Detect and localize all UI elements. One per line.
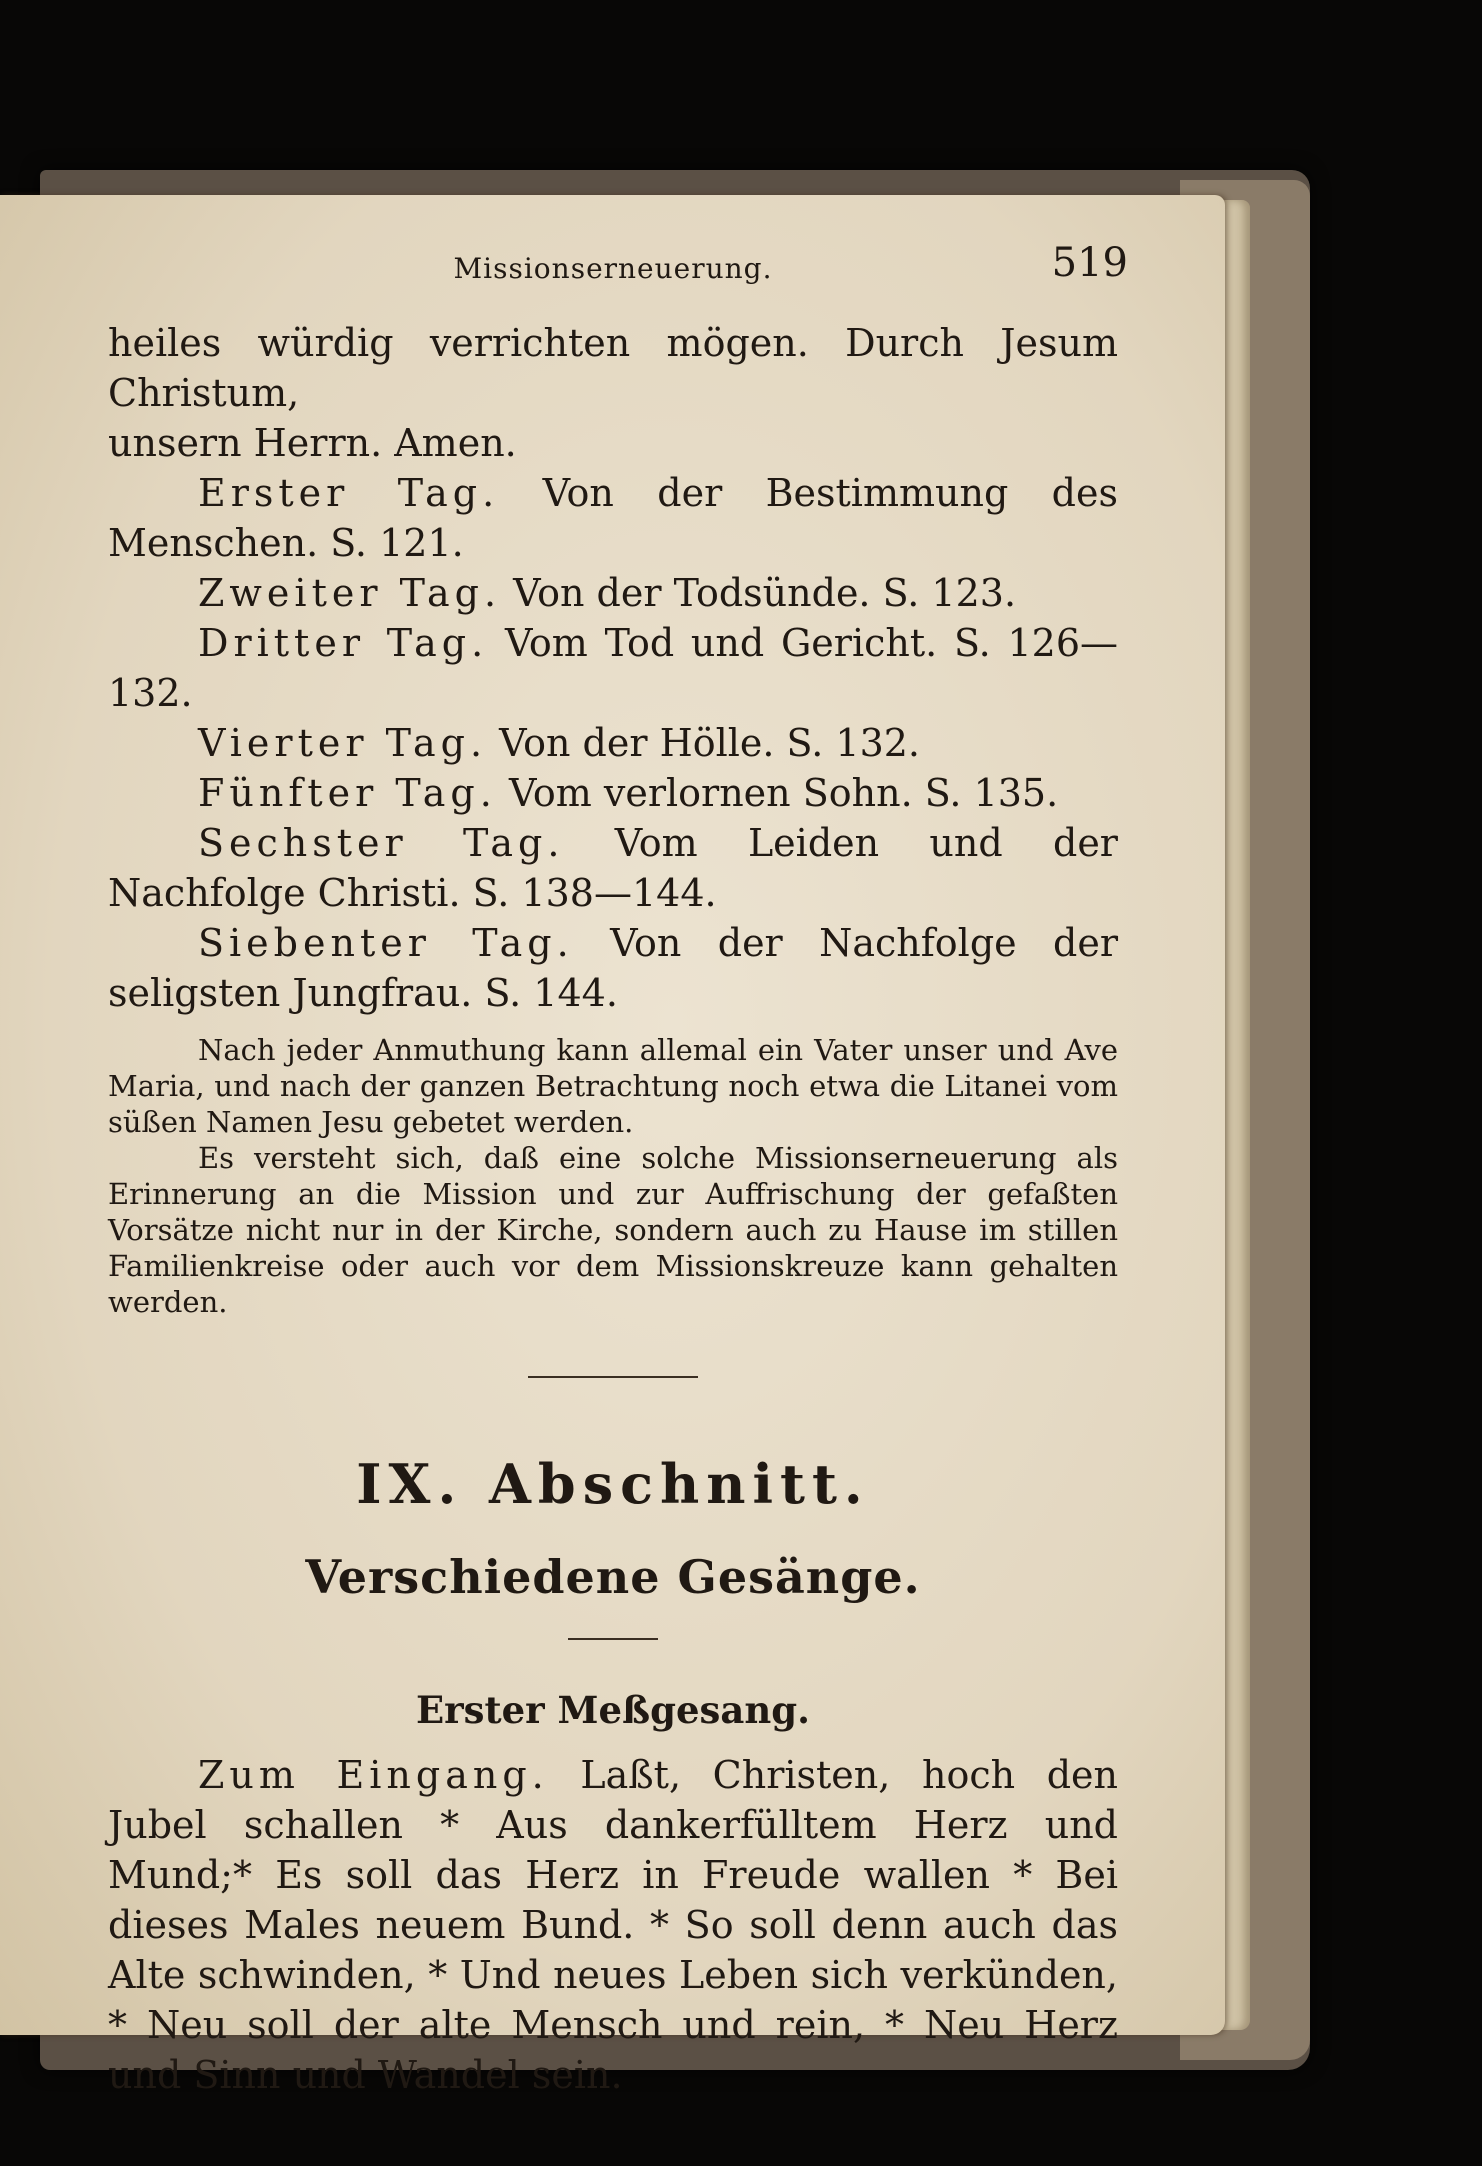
day-text: Von der Nachfolge der seligsten Jungfrau. S. 144. — [108, 921, 1118, 1015]
day-text: Vom Tod und Gericht. S. 126—132. — [108, 621, 1118, 715]
day-entry — [108, 618, 1118, 718]
day-entry — [108, 768, 1118, 818]
day-entry — [108, 918, 1118, 1018]
notes — [108, 1032, 1118, 1320]
divider — [568, 1638, 658, 1640]
day-text: Vom Leiden und der Nachfolge Christi. S. 138—144. — [108, 821, 1118, 915]
day-label: Vierter Tag. — [198, 721, 488, 765]
section-subtitle: Verschiedene Gesänge. — [305, 1550, 921, 1604]
section-heading: IX. Abschnitt. — [356, 1452, 870, 1516]
day-label: Fünfter Tag. — [198, 771, 497, 815]
hymn-paragraph — [108, 1750, 1118, 2100]
divider — [528, 1376, 698, 1378]
day-label: Zweiter Tag. — [198, 571, 502, 615]
note-paragraph: Nach jeder Anmuthung kann allemal ein Vater unser und Ave Maria, und nach der ganzen Betrachtung noch etwa die Litanei vom süßen Namen Jesu gebetet werden. — [108, 1033, 1118, 1139]
day-text: Von der Bestimmung des Menschen. S. 121. — [108, 471, 1118, 565]
hymn-verse: Laßt, Christen, hoch den Jubel schallen * Aus dankerfülltem Herz und Mund;* Es soll das Herz in Freude wallen * Bei dieses Males neuem Bund. * So soll denn auch das Alte schwinden, * Und neues Leben sich verkünden, * Neu soll der alte Mensch und rein, * Neu Herz und Sinn und Wandel sein. — [108, 1753, 1118, 2097]
day-text: Von der Hölle. S. 132. — [499, 721, 920, 765]
page-text — [108, 240, 1128, 2100]
day-label: Dritter Tag. — [198, 621, 489, 665]
hymn-title: Erster Meßgesang. — [415, 1688, 810, 1732]
day-label: Siebenter Tag. — [198, 921, 574, 965]
day-text: Von der Todsünde. S. 123. — [513, 571, 1017, 615]
intro-line: heiles würdig verrichten mögen. Durch Jesum Christum, — [108, 321, 1118, 415]
hymn-text — [108, 1750, 1118, 2100]
day-entry — [108, 568, 1118, 618]
day-entry — [108, 468, 1118, 568]
hymn-lead: Zum Eingang. — [198, 1753, 549, 1797]
day-label: Sechster Tag. — [198, 821, 565, 865]
intro-paragraph — [108, 318, 1118, 1018]
day-label: Erster Tag. — [198, 471, 500, 515]
day-entry — [108, 818, 1118, 918]
intro-line: unsern Herrn. Amen. — [108, 421, 517, 465]
day-entry — [108, 718, 1118, 768]
day-text: Vom verlornen Sohn. S. 135. — [508, 771, 1059, 815]
running-head — [108, 240, 1128, 300]
page-number: 519 — [1051, 240, 1128, 286]
note-paragraph: Es versteht sich, daß eine solche Missionserneuerung als Erinnerung an die Mission und zur Auffrischung der gefaßten Vorsätze nicht nur in der Kirche, sondern auch zu Hause im stillen Familienkreise oder auch vor dem Missionskreuze kann gehalten werden. — [108, 1141, 1118, 1319]
running-title: Missionserneuerung. — [453, 252, 773, 285]
